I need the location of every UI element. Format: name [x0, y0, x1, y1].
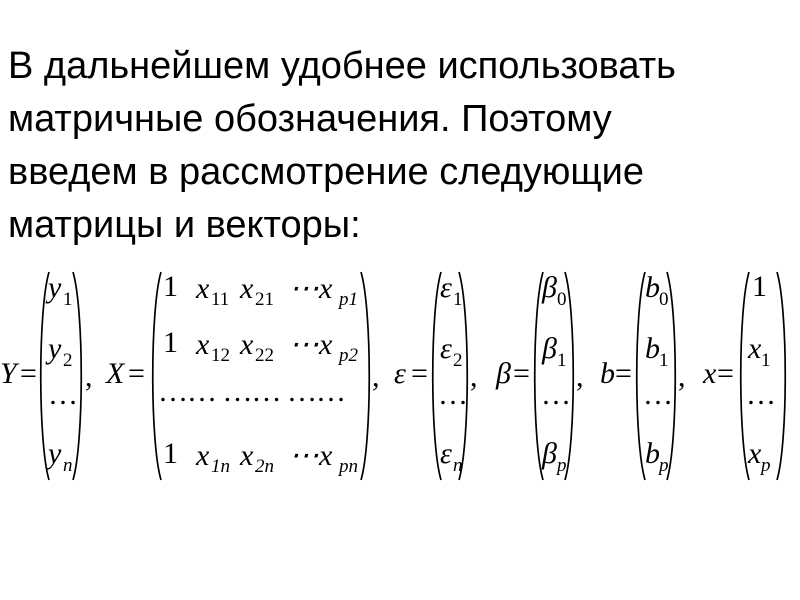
x-r4-x2: x — [240, 439, 254, 472]
eps-entry-2-sub: 2 — [453, 350, 463, 371]
x-vector-entry-2-sub: 1 — [761, 350, 771, 371]
y-entry-2-sub: 2 — [63, 350, 73, 371]
matrix-definitions — [0, 262, 800, 492]
x-r1-x2: x — [240, 272, 254, 305]
beta-entry-p: β — [542, 437, 557, 470]
eps-entry-n: ε — [440, 437, 452, 470]
x-r2-xp-sub: p2 — [339, 345, 358, 366]
beta-entry-1-sub: 0 — [557, 289, 567, 310]
eps-entry-dots: … — [438, 378, 468, 411]
b-left-paren — [632, 270, 646, 482]
y-right-paren — [72, 270, 86, 482]
x-vector-entry-2: x — [748, 332, 762, 365]
intro-paragraph — [8, 40, 788, 252]
x-r4-x1-sub: 1n — [211, 456, 230, 477]
eps-vector-name: ε — [394, 357, 406, 390]
x-vector-entry-1: 1 — [752, 270, 767, 303]
x-r1-x1-sub: 11 — [211, 289, 230, 310]
x-r2-xp: ⋯x — [289, 328, 333, 361]
x-r4-xp: ⋯x — [289, 439, 333, 472]
y-vector-name: Y — [0, 357, 17, 390]
beta-entry-2: β — [542, 332, 557, 365]
eps-entry-1: ε — [440, 271, 452, 304]
eps-entry-1-sub: 1 — [453, 289, 463, 310]
x-r4-x1: x — [196, 439, 210, 472]
b-entry-dots: … — [643, 378, 673, 411]
y-comma: , — [85, 360, 93, 393]
b-comma: , — [678, 360, 686, 393]
b-entry-1: b — [645, 271, 660, 304]
b-entry-1-sub: 0 — [659, 289, 669, 310]
eps-entry-n-sub: n — [453, 455, 463, 476]
x-vector-name: x — [703, 357, 717, 390]
x-r4-xp-sub: pn — [339, 456, 358, 477]
x-r2-one: 1 — [163, 326, 178, 359]
intro-line-4: матрицы и векторы: — [8, 204, 361, 246]
x-vector-entry-p-sub: p — [761, 455, 771, 476]
beta-vector-equals: = — [513, 357, 530, 390]
x-r1-xp: ⋯x — [289, 272, 333, 305]
intro-line-2: матричные обозначения. Поэтому — [8, 98, 612, 140]
x-r4-x2-sub: 2n — [255, 456, 274, 477]
x-matrix-comma: , — [372, 360, 380, 393]
x-r4-one: 1 — [163, 437, 178, 470]
eps-vector-equals: = — [411, 357, 428, 390]
b-entry-p-sub: p — [659, 455, 669, 476]
y-entry-dots: … — [48, 378, 78, 411]
b-entry-2-sub: 1 — [659, 350, 669, 371]
x-r1-xp-sub: p1 — [339, 289, 358, 310]
beta-comma: , — [576, 360, 584, 393]
beta-entry-dots: … — [541, 378, 571, 411]
y-entry-n: y — [48, 437, 62, 470]
y-entry-n-sub: n — [63, 455, 73, 476]
b-entry-2: b — [645, 332, 660, 365]
x-r2-x1-sub: 12 — [211, 345, 230, 366]
intro-line-1: В дальнейшем удобнее использовать — [8, 45, 676, 87]
x-r1-x2-sub: 21 — [255, 289, 274, 310]
beta-vector-name: β — [496, 357, 511, 390]
beta-entry-1: β — [542, 271, 557, 304]
x-matrix-name: X — [106, 357, 125, 390]
eps-entry-2: ε — [440, 332, 452, 365]
y-entry-1-sub: 1 — [63, 289, 73, 310]
x-vector-entry-dots: … — [746, 378, 776, 411]
x-matrix-equals: = — [128, 357, 145, 390]
b-entry-p: b — [645, 437, 660, 470]
y-entry-1: y — [48, 271, 62, 304]
y-vector-equals: = — [20, 357, 37, 390]
x-vector-equals: = — [717, 357, 734, 390]
x-dots-row: …… …… …… — [158, 375, 345, 408]
x-r1-one: 1 — [163, 270, 178, 303]
beta-entry-2-sub: 1 — [557, 350, 567, 371]
x-vector-right-paren — [776, 270, 790, 482]
b-vector-name: b — [600, 357, 615, 390]
intro-line-3: введем в рассмотрение следующие — [8, 151, 645, 193]
x-r2-x2-sub: 22 — [255, 345, 274, 366]
b-vector-equals: = — [615, 357, 632, 390]
x-r2-x2: x — [240, 328, 254, 361]
x-r1-x1: x — [196, 272, 210, 305]
eps-comma: , — [470, 360, 478, 393]
x-vector-entry-p: x — [748, 437, 762, 470]
y-entry-2: y — [48, 332, 62, 365]
beta-entry-p-sub: p — [557, 455, 567, 476]
x-r2-x1: x — [196, 328, 210, 361]
